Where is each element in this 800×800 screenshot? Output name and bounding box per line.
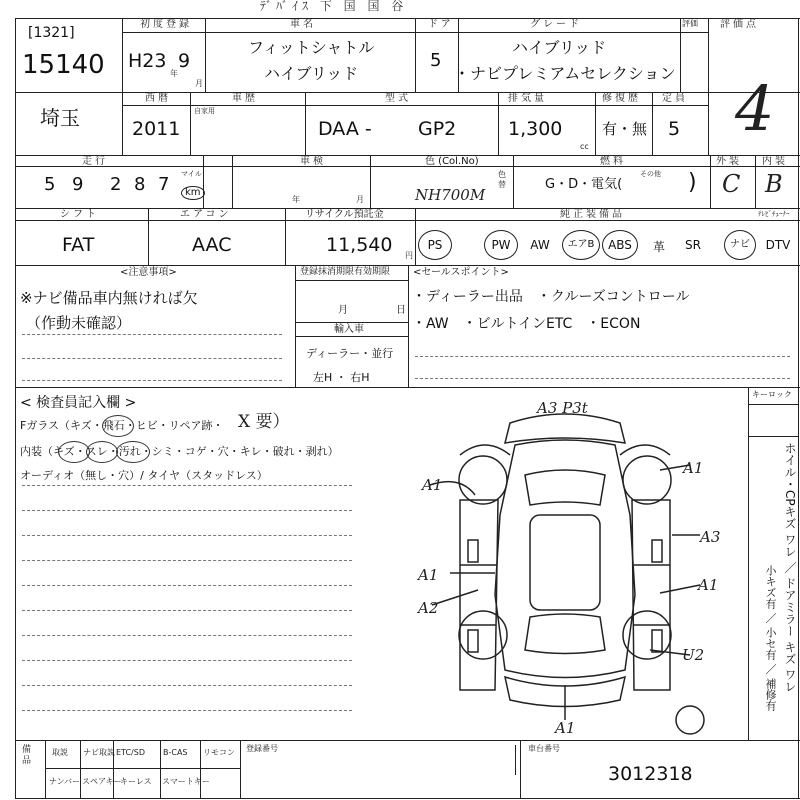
rule xyxy=(22,685,352,686)
equip-abs: ABS xyxy=(602,230,638,260)
rule xyxy=(240,740,241,798)
right-sub-note: 小キズ有 ／ 小セ有 ／ 補修有 xyxy=(764,565,777,711)
repair-label: 修復歴 xyxy=(602,93,641,104)
inspector-line-2: 内装（キズ・スレ・汚れ・シミ・コゲ・穴・キレ・破れ・剥れ） xyxy=(20,445,339,458)
equip-ps: PS xyxy=(418,230,452,260)
equip-airbag: エアB xyxy=(562,230,600,260)
caution-label: <注意事項> xyxy=(120,267,177,278)
acc-spare-key: スペアキー xyxy=(82,777,122,786)
rule xyxy=(45,768,240,769)
shaken-label: 車検 xyxy=(300,156,326,167)
rule xyxy=(15,220,800,221)
rule xyxy=(513,155,514,208)
lot-number: 15140 xyxy=(22,50,105,80)
rule xyxy=(415,378,790,379)
rule xyxy=(408,265,409,387)
top-fragment: ﾃﾞﾊﾞｲｽ 下 国 国 谷 xyxy=(260,0,408,13)
rule xyxy=(122,32,708,33)
displacement: 1,300 xyxy=(508,118,563,140)
mark-right-rear: U2 xyxy=(682,646,705,664)
rule xyxy=(295,265,296,387)
door-label: ドア xyxy=(428,19,454,30)
rule xyxy=(22,635,352,636)
rule xyxy=(295,322,408,323)
caution-line-2: （作動未確認） xyxy=(26,314,132,332)
month-label: 月 xyxy=(195,79,203,88)
reg-month: 月 xyxy=(338,305,348,316)
rule xyxy=(22,585,352,586)
rule xyxy=(748,436,798,437)
reg-number-label: 登録番号 xyxy=(246,744,278,753)
grade-line-2: ・ナビプレミアムセレクション xyxy=(454,64,676,83)
shift-value: FAT xyxy=(62,234,95,256)
rule xyxy=(708,18,709,155)
registration-label: 登録抹消期限有効期限 xyxy=(300,267,391,277)
yen-unit: 円 xyxy=(405,251,413,260)
rule xyxy=(15,798,800,799)
first-reg-era: H23 xyxy=(128,50,167,72)
rule xyxy=(22,710,352,711)
accessories-label: 備品 xyxy=(22,745,32,767)
mileage-digit: 8 xyxy=(134,174,146,195)
mark-right-door: A1 xyxy=(698,576,719,594)
inspector-label: < 検査員記入欄 > xyxy=(20,395,137,411)
color-change: 色替 xyxy=(498,170,506,189)
model-prefix: DAA - xyxy=(318,118,372,140)
lot-code: [1321] xyxy=(28,25,75,41)
eval-sub-label: 評価 xyxy=(682,19,698,28)
vehicle-history-sub: 自家用 xyxy=(194,107,215,115)
score: 4 xyxy=(735,72,775,145)
rule xyxy=(295,280,408,281)
year-label: 年 xyxy=(170,69,178,78)
fuel-paren: ) xyxy=(688,170,697,195)
mileage-digit: 5 xyxy=(44,174,56,195)
repair-value: 有・無 xyxy=(602,120,648,138)
rule xyxy=(680,18,681,92)
recycle-value: 11,540 xyxy=(326,234,393,256)
car-name-line-1: フィットシャトル xyxy=(248,38,375,57)
first-reg-label: 初度登録 xyxy=(140,19,192,30)
rule xyxy=(160,740,161,798)
reg-day: 日 xyxy=(396,305,406,316)
grade-line-1: ハイブリッド xyxy=(512,38,607,57)
car-name-line-2: ハイブリッド xyxy=(264,64,359,83)
rule xyxy=(203,155,204,208)
car-diagram xyxy=(400,395,750,740)
shaken-month: 月 xyxy=(356,195,364,204)
first-reg-month: 9 xyxy=(178,50,191,72)
rule xyxy=(205,18,206,92)
caution-line-1: ※ナビ備品車内無ければ欠 xyxy=(20,289,198,307)
exterior-grade: C xyxy=(722,170,741,198)
mark-front: A3 P3t xyxy=(537,399,588,417)
rule xyxy=(498,92,499,155)
grade-label: グレード xyxy=(530,19,582,30)
eval-label: 評価点 xyxy=(720,19,759,30)
mileage-label: 走行 xyxy=(82,156,108,167)
rule xyxy=(22,535,352,536)
circle-mark xyxy=(102,415,134,437)
color-code: NH700M xyxy=(415,186,486,204)
color-label: 色 (Col.No) xyxy=(425,156,479,167)
cc-unit: cc xyxy=(580,142,589,151)
import-label: 輸入車 xyxy=(334,324,364,335)
rule xyxy=(652,92,653,155)
circle-mark xyxy=(116,441,150,463)
ac-value: AAC xyxy=(192,234,232,256)
rule xyxy=(595,92,596,155)
rule xyxy=(710,155,711,208)
import-options: ディーラー・並行 xyxy=(306,347,394,360)
fuel-label: 燃料 xyxy=(600,156,626,167)
rule xyxy=(122,105,708,106)
rule xyxy=(80,740,81,798)
mark-left-door: A1 xyxy=(418,566,439,584)
rule xyxy=(22,660,352,661)
key-lock-label: キーロック xyxy=(752,390,792,399)
inspector-line-3: オーディオ（無し・穴）/ タイヤ（スタッドレス） xyxy=(20,469,268,482)
rule xyxy=(45,740,46,798)
rule xyxy=(748,404,798,405)
rule xyxy=(370,155,371,208)
model-year-label: 西暦 xyxy=(145,93,171,104)
mark-rear: A1 xyxy=(555,719,576,737)
rule xyxy=(305,92,306,155)
capacity-label: 定員 xyxy=(662,93,688,104)
rule xyxy=(22,380,282,381)
hand-stroke xyxy=(515,745,516,775)
sales-line-1: ・ディーラー出品 ・クルーズコントロール xyxy=(412,289,690,305)
handle-side: 左H ・ 右H xyxy=(313,371,370,384)
rule xyxy=(22,610,352,611)
sales-line-2: ・AW ・ビルトインETC ・ECON xyxy=(412,316,641,332)
rule xyxy=(15,740,800,741)
door-count: 5 xyxy=(430,50,442,71)
rule xyxy=(285,208,286,265)
rule xyxy=(798,18,799,798)
car-name-label: 車名 xyxy=(290,19,316,30)
interior-label: 内装 xyxy=(762,156,788,167)
rule xyxy=(15,208,800,209)
rule xyxy=(22,510,352,511)
equip-dtv: DTV xyxy=(765,238,791,252)
ac-label: エアコン xyxy=(180,209,232,220)
rule xyxy=(22,485,352,486)
acc-bcas: B-CAS xyxy=(163,748,188,757)
mark-left-rear: A2 xyxy=(418,599,439,617)
mark-right-mid: A3 xyxy=(700,528,721,546)
right-vertical-note: ホイル・CPキズ ワレ ／ ドアミラー キズ ワレ xyxy=(783,442,797,693)
prefecture: 埼玉 xyxy=(40,106,80,130)
chassis-number: 3012318 xyxy=(608,763,693,785)
shaken-year: 年 xyxy=(292,195,300,204)
mileage-digit: 9 xyxy=(72,174,84,195)
rule xyxy=(232,155,233,208)
chassis-label: 車台番号 xyxy=(528,744,560,753)
rule xyxy=(22,334,282,335)
equip-leather: 革 xyxy=(652,240,665,254)
mileage-digit: 2 xyxy=(110,174,122,195)
equip-aw: AW xyxy=(530,238,550,252)
rule xyxy=(200,740,201,798)
acc-smart-key: スマートキー xyxy=(162,777,210,786)
acc-plate: ナンバー xyxy=(49,777,81,786)
vehicle-history-label: 車歴 xyxy=(232,93,258,104)
rule xyxy=(15,155,800,156)
equip-pw: PW xyxy=(484,230,518,260)
exterior-label: 外装 xyxy=(716,156,742,167)
displacement-label: 排気量 xyxy=(508,93,547,104)
sales-label: <セールスポイント> xyxy=(413,267,509,278)
rule xyxy=(415,18,416,92)
acc-remote: リモコン xyxy=(203,748,235,757)
model-year: 2011 xyxy=(132,118,181,140)
rule xyxy=(22,358,282,359)
inspector-glass-mark: X 要） xyxy=(238,412,290,432)
rule xyxy=(15,18,16,798)
recycle-label: リサイクル預託金 xyxy=(305,209,384,220)
rule xyxy=(520,740,521,798)
inspector-line-1: Fガラス（キズ・飛石・ヒビ・リペア跡・ xyxy=(20,419,224,432)
dtv-label: ﾃﾚﾋﾞﾁｭｰﾅｰ xyxy=(758,210,790,218)
circle-mark xyxy=(86,441,118,463)
acc-manual: 取説 xyxy=(52,748,68,757)
rule xyxy=(148,208,149,265)
acc-navi-manual: ナビ取説 xyxy=(83,748,115,757)
interior-grade: B xyxy=(765,170,783,198)
shift-label: シフト xyxy=(60,209,99,220)
rule xyxy=(295,336,408,337)
rule xyxy=(15,387,800,388)
mark-left-front: A1 xyxy=(422,476,443,494)
capacity: 5 xyxy=(668,118,681,140)
rule xyxy=(15,166,800,167)
mileage-mile-label: マイル xyxy=(181,170,202,178)
equipment-label: 純正装備品 xyxy=(560,209,625,220)
equip-navi: ナビ xyxy=(724,230,756,260)
acc-etc-sd: ETC/SD xyxy=(116,748,145,757)
rule xyxy=(22,560,352,561)
model-code: GP2 xyxy=(418,118,457,140)
mileage-unit: km xyxy=(181,186,205,200)
rule xyxy=(415,356,790,357)
equip-sunroof: SR xyxy=(685,238,701,252)
rule xyxy=(190,92,191,155)
rule xyxy=(755,155,756,208)
mark-right-front: A1 xyxy=(683,459,704,477)
rule xyxy=(415,208,416,265)
fuel-value: G・D・電気( xyxy=(545,177,623,192)
fuel-other: その他 xyxy=(640,170,661,178)
acc-keyless: キーレス xyxy=(120,777,152,786)
model-label: 型式 xyxy=(385,93,411,104)
mileage-digit: 7 xyxy=(158,174,170,195)
rule xyxy=(122,18,123,155)
